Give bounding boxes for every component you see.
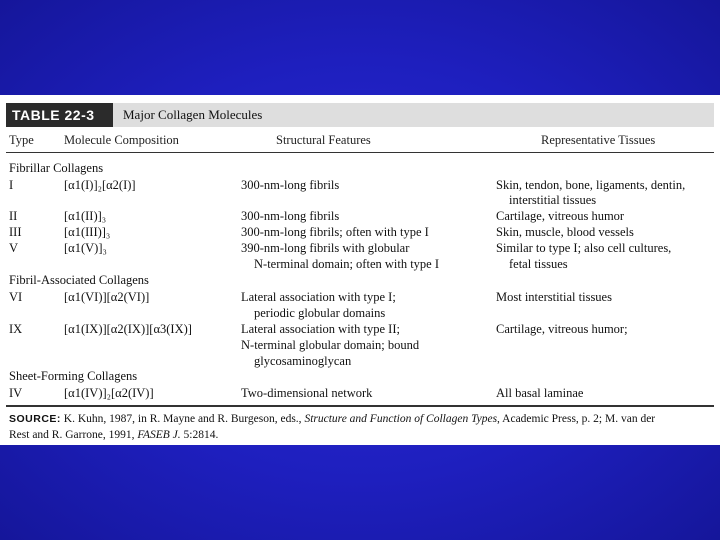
cell-features: 390-nm-long fibrils with globular — [241, 241, 410, 255]
cell-tissues-cont: fetal tissues — [509, 257, 568, 271]
cell-composition: [α1(IX)][α2(IX)][α3(IX)] — [64, 322, 192, 336]
cell-tissues: All basal laminae — [496, 386, 584, 400]
source-text: 5:2814. — [180, 429, 219, 441]
cell-features: 300-nm-long fibrils — [241, 178, 340, 192]
cell-features-cont: N-terminal domain; often with type I — [254, 257, 440, 271]
cell-tissues: Cartilage, vitreous humor — [496, 209, 625, 223]
cell-features: 300-nm-long fibrils; often with type I — [241, 225, 429, 239]
cell-features-cont: glycosaminoglycan — [254, 354, 352, 368]
header-divider — [6, 152, 714, 153]
column-header-composition: Molecule Composition — [64, 133, 179, 147]
cell-tissues: Most interstitial tissues — [496, 290, 612, 304]
table-title-bar — [6, 103, 714, 127]
source-note — [9, 411, 714, 443]
source-text: Rest and R. Garrone, 1991, — [9, 429, 138, 441]
cell-tissues: Skin, tendon, bone, ligaments, dentin, — [496, 178, 686, 192]
section-heading: Fibril-Associated Collagens — [9, 273, 149, 287]
cell-composition: [α1(V)]₃ — [64, 241, 107, 255]
column-header-features: Structural Features — [276, 133, 371, 147]
cell-composition: [α1(I)]₂[α2(I)] — [64, 178, 136, 192]
footer-divider — [6, 405, 714, 407]
source-label: SOURCE: — [9, 413, 61, 425]
cell-features-cont: N-terminal globular domain; bound — [241, 338, 420, 352]
table-number: TABLE 22-3 — [6, 103, 113, 127]
cell-features: Lateral association with type II; — [241, 322, 400, 336]
cell-type: IX — [9, 322, 23, 336]
section-heading: Sheet-Forming Collagens — [9, 369, 138, 383]
cell-type: IV — [9, 386, 23, 400]
source-text: K. Kuhn, 1987, in R. Mayne and R. Burgeson, eds., — [60, 413, 305, 425]
cell-features: Lateral association with type I; — [241, 290, 396, 304]
section-heading: Fibrillar Collagens — [9, 161, 104, 175]
cell-type: II — [9, 209, 18, 223]
cell-composition: [α1(IV)]₂[α2(IV)] — [64, 386, 154, 400]
cell-type: III — [9, 225, 22, 239]
cell-tissues-cont: interstitial tissues — [509, 193, 597, 207]
cell-type: I — [9, 178, 14, 192]
cell-composition: [α1(VI)][α2(VI)] — [64, 290, 150, 304]
table-caption: Major Collagen Molecules — [123, 107, 263, 122]
source-book-title: Structure and Function of Collagen Types — [304, 413, 498, 425]
cell-features: Two-dimensional network — [241, 386, 373, 400]
cell-tissues: Skin, muscle, blood vessels — [496, 225, 634, 239]
cell-tissues: Cartilage, vitreous humor; — [496, 322, 628, 336]
cell-composition: [α1(III)]₃ — [64, 225, 111, 239]
column-header-type: Type — [9, 133, 34, 147]
source-text: , Academic Press, p. 2; M. van der — [497, 413, 656, 425]
cell-type: V — [9, 241, 19, 255]
column-header-tissues: Representative Tissues — [541, 133, 656, 147]
cell-type: VI — [9, 290, 23, 304]
slide-panel — [0, 95, 720, 445]
cell-features: 300-nm-long fibrils — [241, 209, 340, 223]
cell-features-cont: periodic globular domains — [254, 306, 386, 320]
cell-composition: [α1(II)]₃ — [64, 209, 107, 223]
cell-tissues: Similar to type I; also cell cultures, — [496, 241, 672, 255]
source-journal: FASEB J. — [137, 429, 181, 441]
